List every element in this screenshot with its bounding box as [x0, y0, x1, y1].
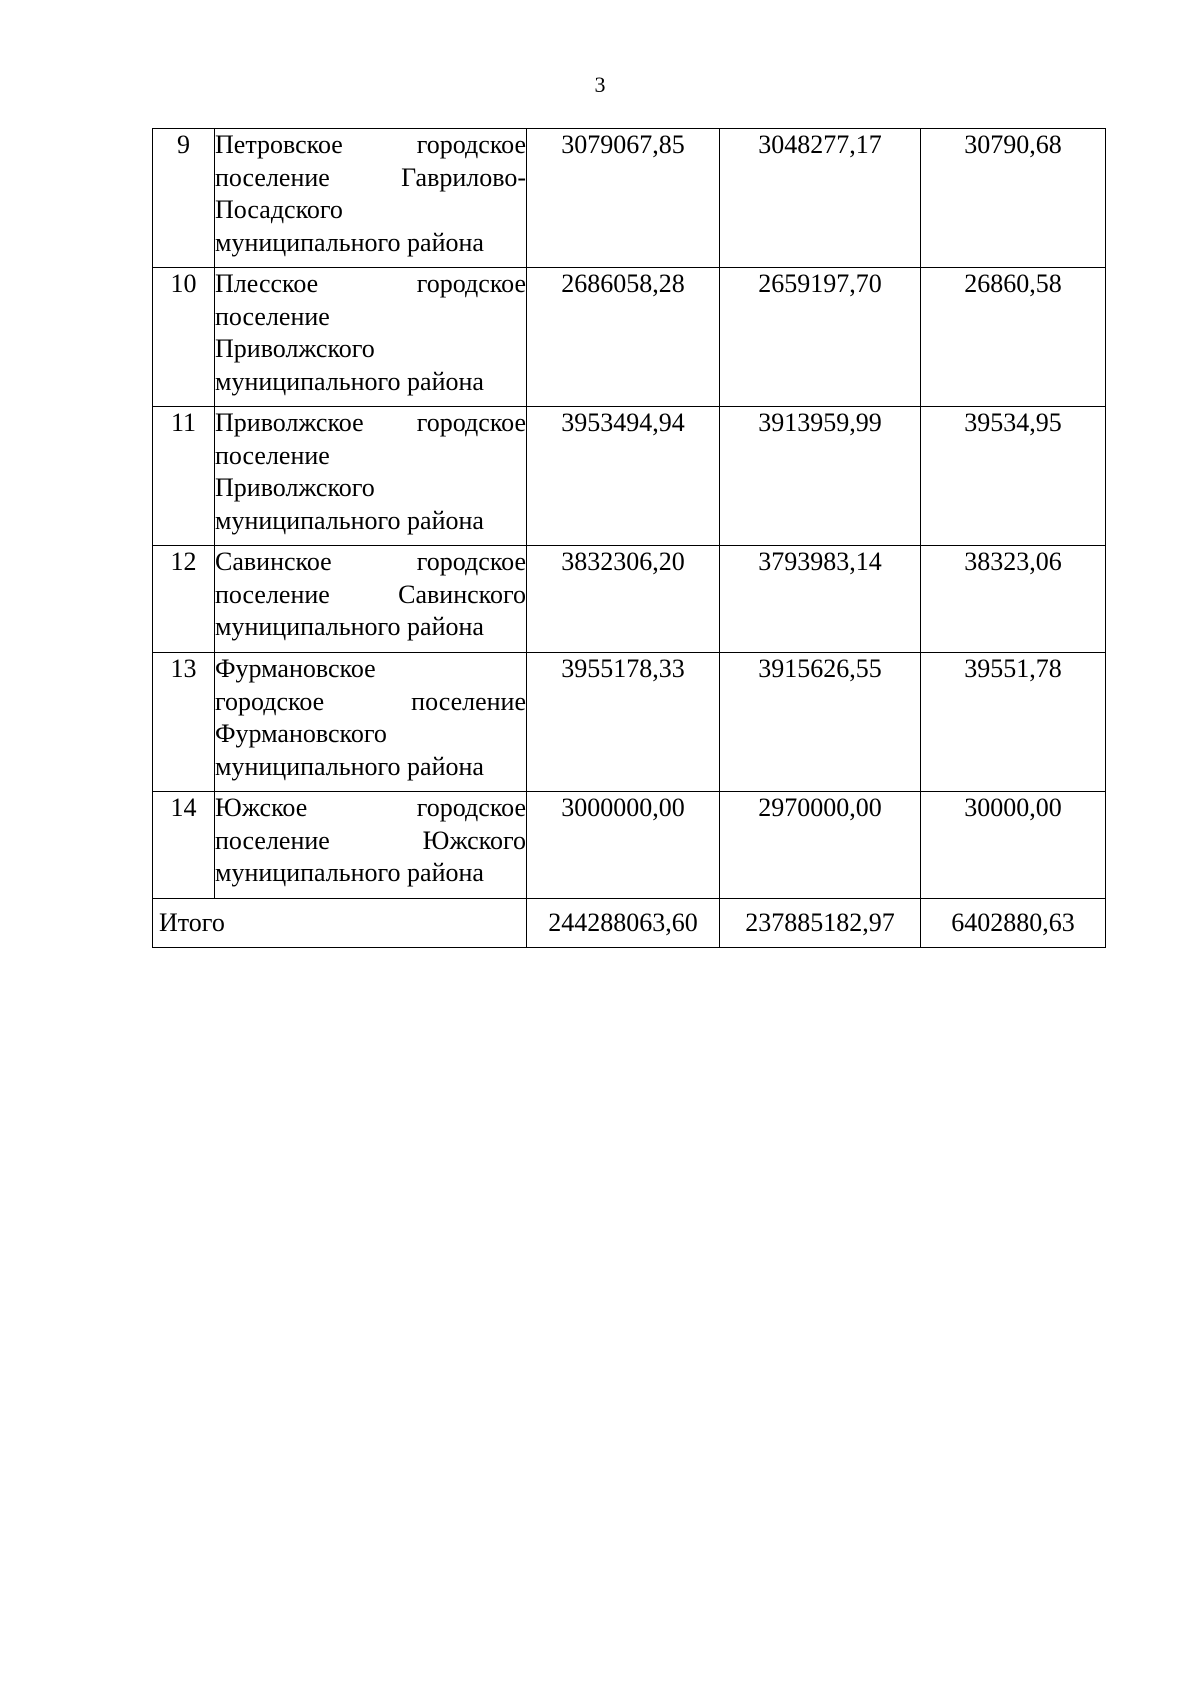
value-cell-1: 3955178,33: [527, 653, 720, 792]
table-row: [153, 653, 1106, 792]
name-line: Фурмановского: [215, 719, 387, 748]
name-line: поселение Савинского: [215, 579, 526, 609]
total-value-1: 244288063,60: [527, 899, 720, 948]
name-line: муниципального района: [215, 751, 484, 781]
value-cell-2: 3048277,17: [720, 129, 921, 268]
total-value-3: 6402880,63: [921, 899, 1106, 948]
name-line: Фурмановское: [215, 654, 376, 683]
row-number: 10: [153, 268, 215, 407]
name-line: Петровское городское: [215, 130, 526, 159]
value-cell-3: 26860,58: [921, 268, 1106, 407]
row-number: 11: [153, 407, 215, 546]
value-cell-2: 3913959,99: [720, 407, 921, 546]
page-number: 3: [594, 72, 606, 97]
name-line: Приволжского: [215, 334, 375, 363]
name-line: Приволжское городское: [215, 408, 526, 437]
value-cell-1: 3832306,20: [527, 546, 720, 653]
name-line: Приволжского: [215, 473, 375, 502]
value-cell-1: 3953494,94: [527, 407, 720, 546]
value-cell-3: 30000,00: [921, 792, 1106, 899]
settlement-name: [215, 546, 527, 653]
row-number: 9: [153, 129, 215, 268]
total-row: [153, 899, 1106, 948]
settlement-name: [215, 653, 527, 792]
allocation-table: [152, 128, 1106, 948]
name-line: городское поселение: [215, 686, 526, 716]
value-cell-2: 3793983,14: [720, 546, 921, 653]
total-label: Итого: [153, 899, 527, 948]
name-line: поселение: [215, 301, 330, 331]
value-cell-3: 30790,68: [921, 129, 1106, 268]
row-number: 12: [153, 546, 215, 653]
name-line: поселение: [215, 440, 330, 470]
table-row: [153, 546, 1106, 653]
name-line: поселение Южского: [215, 825, 526, 855]
name-line: муниципального района: [215, 505, 484, 535]
value-cell-1: 3000000,00: [527, 792, 720, 899]
settlement-name: [215, 268, 527, 407]
value-cell-3: 39551,78: [921, 653, 1106, 792]
name-line: муниципального района: [215, 858, 484, 887]
row-number: 13: [153, 653, 215, 792]
value-cell-3: 39534,95: [921, 407, 1106, 546]
value-cell-1: 2686058,28: [527, 268, 720, 407]
name-line: муниципального района: [215, 366, 484, 396]
value-cell-2: 2659197,70: [720, 268, 921, 407]
table-row: [153, 129, 1106, 268]
total-value-2: 237885182,97: [720, 899, 921, 948]
name-line: муниципального района: [215, 227, 484, 257]
table-row: [153, 792, 1106, 899]
value-cell-2: 3915626,55: [720, 653, 921, 792]
settlement-name: [215, 129, 527, 268]
table-row: [153, 268, 1106, 407]
name-line: Савинское городское: [215, 547, 526, 576]
name-line: Плесское городское: [215, 269, 526, 298]
value-cell-1: 3079067,85: [527, 129, 720, 268]
name-line: Посадского: [215, 195, 343, 224]
row-number: 14: [153, 792, 215, 899]
value-cell-3: 38323,06: [921, 546, 1106, 653]
settlement-name: [215, 407, 527, 546]
name-line: Южское городское: [215, 793, 526, 822]
name-line: поселение Гаврилово-: [215, 162, 526, 192]
settlement-name: [215, 792, 527, 899]
name-line: муниципального района: [215, 612, 484, 641]
value-cell-2: 2970000,00: [720, 792, 921, 899]
table-row: [153, 407, 1106, 546]
